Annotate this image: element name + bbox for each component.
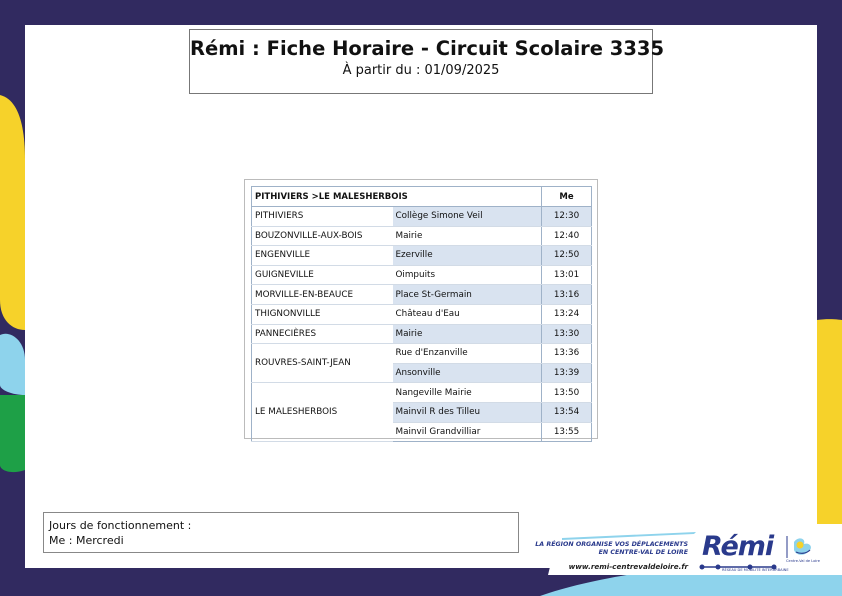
timetable-header-row	[252, 187, 592, 207]
time-cell: 12:50	[542, 246, 592, 266]
footer-line-1: LA RÉGION ORGANISE VOS DÉPLACEMENTS	[535, 541, 688, 548]
operating-days-title: Jours de fonctionnement :	[49, 519, 192, 532]
logo-tagline: RÉSEAU DE MOBILITÉ INTERURBAINE	[722, 568, 789, 572]
stop-cell: Ezerville	[393, 246, 542, 266]
stop-cell: Mairie	[393, 226, 542, 246]
green-shape-left	[0, 395, 25, 472]
time-cell: 13:39	[542, 363, 592, 383]
commune-cell: LE MALESHERBOIS	[252, 383, 393, 442]
commune-cell: ENGENVILLE	[252, 246, 393, 266]
table-row	[252, 207, 592, 227]
table-row	[252, 226, 592, 246]
remi-logo: Rémi	[702, 531, 774, 562]
commune-cell: BOUZONVILLE-AUX-BOIS	[252, 226, 393, 246]
time-cell: 13:30	[542, 324, 592, 344]
stop-cell: Château d'Eau	[393, 304, 542, 324]
commune-cell: GUIGNEVILLE	[252, 265, 393, 285]
table-row	[252, 304, 592, 324]
time-cell: 13:54	[542, 402, 592, 422]
time-cell: 13:16	[542, 285, 592, 305]
yellow-shape-left	[0, 95, 25, 330]
footer-line-2: EN CENTRE-VAL DE LOIRE	[598, 549, 688, 556]
stop-cell: Mainvil Grandvilliar	[393, 422, 542, 442]
timetable-frame	[244, 179, 598, 439]
table-row	[252, 265, 592, 285]
stop-cell: Nangeville Mairie	[393, 383, 542, 403]
time-cell: 13:55	[542, 422, 592, 442]
logo-region-name: Centre-Val de Loire	[786, 559, 821, 563]
day-header: Me	[542, 187, 592, 207]
stop-cell: Rue d'Enzanville	[393, 344, 542, 364]
title-box	[189, 29, 665, 94]
table-row	[252, 383, 592, 403]
validity-date: À partir du : 01/09/2025	[342, 63, 500, 78]
stop-cell: Collège Simone Veil	[393, 207, 542, 227]
stop-cell: Mairie	[393, 324, 542, 344]
footer-website: www.remi-centrevaldeloire.fr	[568, 562, 688, 571]
commune-cell: THIGNONVILLE	[252, 304, 393, 324]
timetable	[251, 186, 592, 442]
stop-cell: Place St-Germain	[393, 285, 542, 305]
time-cell: 13:50	[542, 383, 592, 403]
table-row	[252, 246, 592, 266]
time-cell: 13:24	[542, 304, 592, 324]
commune-cell: MORVILLE-EN-BEAUCE	[252, 285, 393, 305]
time-cell: 12:40	[542, 226, 592, 246]
table-row	[252, 324, 592, 344]
table-row	[252, 285, 592, 305]
stop-cell: Ansonville	[393, 363, 542, 383]
stop-cell: Mainvil R des Tilleu	[393, 402, 542, 422]
lightblue-shape-left	[0, 334, 25, 395]
route-header: PITHIVIERS >LE MALESHERBOIS	[252, 187, 542, 207]
table-row	[252, 344, 592, 364]
operating-days-value: Me : Mercredi	[49, 534, 124, 547]
operating-days-box	[43, 512, 519, 553]
commune-cell: PITHIVIERS	[252, 207, 393, 227]
stop-cell: Oimpuits	[393, 265, 542, 285]
time-cell: 12:30	[542, 207, 592, 227]
commune-cell: ROUVRES-SAINT-JEAN	[252, 344, 393, 383]
time-cell: 13:36	[542, 344, 592, 364]
page-title: Rémi : Fiche Horaire - Circuit Scolaire 3335	[190, 37, 665, 60]
commune-cell: PANNECIÈRES	[252, 324, 393, 344]
time-cell: 13:01	[542, 265, 592, 285]
region-logo-icon	[786, 536, 818, 560]
